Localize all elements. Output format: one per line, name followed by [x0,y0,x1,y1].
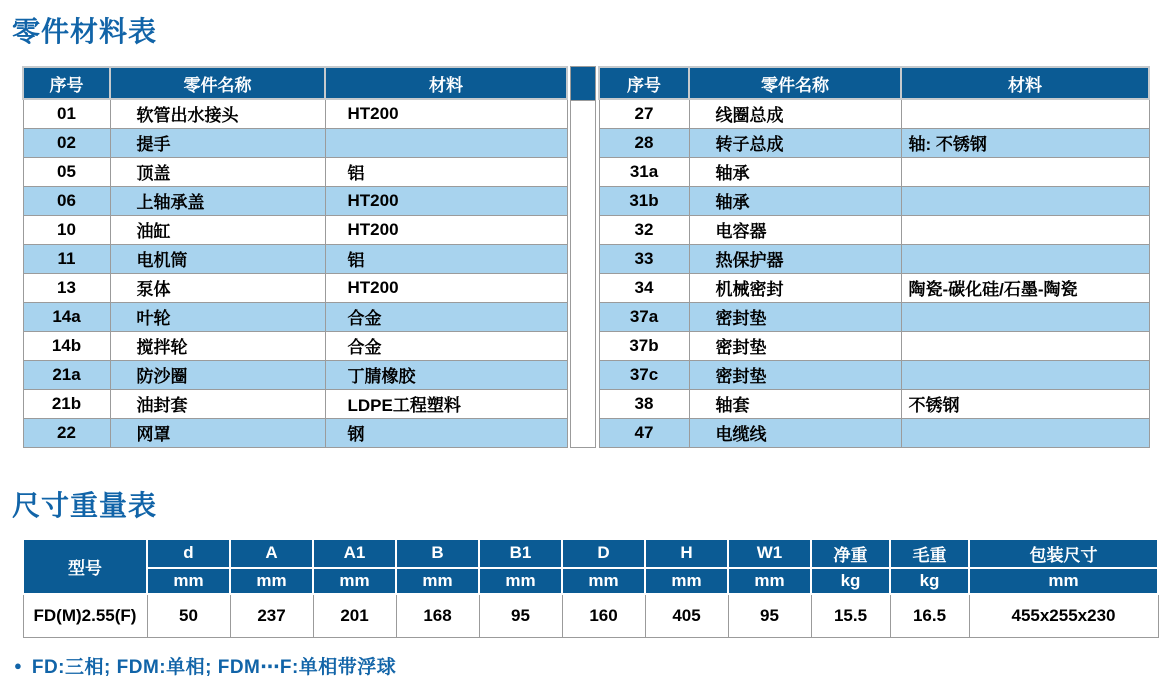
table-row [599,128,1149,157]
cell-no: 13 [23,273,110,302]
cell-material [901,244,1149,273]
cell-no: 34 [599,273,689,302]
dims-table-row [23,594,1158,638]
dims-header-labels-row [23,539,1158,568]
table-row [599,186,1149,215]
dims-cell-value: 50 [147,594,230,638]
dims-cell-value: 455x255x230 [969,594,1158,638]
cell-material [901,302,1149,331]
table-row [23,186,567,215]
cell-no: 37c [599,360,689,389]
footnote [14,652,1169,679]
table-row [599,215,1149,244]
table-row [599,273,1149,302]
cell-material: HT200 [325,273,567,302]
table-row [23,360,567,389]
cell-name: 密封垫 [689,360,901,389]
cell-name: 泵体 [110,273,325,302]
cell-name: 网罩 [110,418,325,447]
dims-cell-value: 16.5 [890,594,969,638]
dims-col-header-label: 净重 [811,539,890,568]
cell-name: 轴承 [689,157,901,186]
spacer-column [570,66,596,448]
dims-col-header-unit: mm [562,568,645,594]
dims-cell-value: 237 [230,594,313,638]
cell-material: 陶瓷-碳化硅/石墨-陶瓷 [901,273,1149,302]
cell-name: 密封垫 [689,302,901,331]
cell-no: 37b [599,331,689,360]
dims-cell-value: 95 [479,594,562,638]
bullet-icon: ● [14,658,22,673]
cell-name: 转子总成 [689,128,901,157]
parts-table-right [598,66,1150,448]
dims-cell-value: 168 [396,594,479,638]
dims-col-header-unit: mm [396,568,479,594]
dims-col-header-label: H [645,539,728,568]
dims-col-header-unit: mm [645,568,728,594]
parts-right-header-row [599,67,1149,99]
cell-material: 丁腈橡胶 [325,360,567,389]
cell-material: HT200 [325,99,567,128]
cell-material: 合金 [325,331,567,360]
cell-no: 11 [23,244,110,273]
cell-no: 31a [599,157,689,186]
table-row [23,128,567,157]
table-row [23,331,567,360]
cell-name: 油封套 [110,389,325,418]
dims-cell-value: 201 [313,594,396,638]
dims-cell-value: 405 [645,594,728,638]
cell-no: 21a [23,360,110,389]
cell-material: 钢 [325,418,567,447]
cell-name: 轴套 [689,389,901,418]
cell-name: 搅拌轮 [110,331,325,360]
parts-right-body [599,99,1149,447]
dims-cell-model: FD(M)2.55(F) [23,594,147,638]
cell-no: 02 [23,128,110,157]
cell-no: 14a [23,302,110,331]
cell-material [901,99,1149,128]
dims-col-header-unit: mm [728,568,811,594]
cell-no: 06 [23,186,110,215]
parts-left-header-row [23,67,567,99]
spacer-column-body [571,101,595,447]
cell-name: 轴承 [689,186,901,215]
cell-material: 铝 [325,244,567,273]
cell-no: 22 [23,418,110,447]
dims-col-header-label: A [230,539,313,568]
cell-material: HT200 [325,215,567,244]
cell-material [901,418,1149,447]
cell-material [901,331,1149,360]
dims-col-header-label: B1 [479,539,562,568]
cell-name: 热保护器 [689,244,901,273]
dims-header-units-row [23,568,1158,594]
table-row [599,157,1149,186]
cell-no: 28 [599,128,689,157]
dims-table [22,538,1159,639]
dims-cell-value: 95 [728,594,811,638]
dims-col-header-label: 毛重 [890,539,969,568]
cell-no: 01 [23,99,110,128]
cell-material: LDPE工程塑料 [325,389,567,418]
table-row [23,244,567,273]
table-row [599,302,1149,331]
col-header-name: 零件名称 [689,67,901,99]
col-header-no: 序号 [599,67,689,99]
cell-name: 上轴承盖 [110,186,325,215]
table-row [23,389,567,418]
cell-name: 电缆线 [689,418,901,447]
dims-col-header-label: W1 [728,539,811,568]
dims-col-header-label: d [147,539,230,568]
table-row [599,244,1149,273]
cell-no: 14b [23,331,110,360]
table-row [599,389,1149,418]
cell-material [901,360,1149,389]
col-header-no: 序号 [23,67,110,99]
parts-table-title: 零件材料表 [12,16,158,47]
cell-material [901,215,1149,244]
cell-no: 21b [23,389,110,418]
table-row [599,360,1149,389]
dims-cell-value: 15.5 [811,594,890,638]
cell-name: 密封垫 [689,331,901,360]
dims-col-header-unit: mm [969,568,1158,594]
cell-material [325,128,567,157]
cell-no: 33 [599,244,689,273]
table-row [599,99,1149,128]
table-row [599,418,1149,447]
col-header-name: 零件名称 [110,67,325,99]
cell-name: 防沙圈 [110,360,325,389]
cell-no: 47 [599,418,689,447]
parts-left-body [23,99,567,447]
cell-name: 机械密封 [689,273,901,302]
dims-col-header-unit: mm [313,568,396,594]
cell-no: 05 [23,157,110,186]
parts-tables-row [22,66,1150,448]
cell-name: 油缸 [110,215,325,244]
footnote-text: FD:三相; FDM:单相; FDM⋯F:单相带浮球 [31,657,397,678]
cell-name: 线圈总成 [689,99,901,128]
cell-material: 合金 [325,302,567,331]
table-row [599,331,1149,360]
cell-material: 轴: 不锈钢 [901,128,1149,157]
cell-material: 不锈钢 [901,389,1149,418]
table-row [23,157,567,186]
spacer-column-header [571,67,595,101]
dims-col-header-model: 型号 [23,539,147,594]
parts-table-left [22,66,568,448]
cell-name: 软管出水接头 [110,99,325,128]
col-header-material: 材料 [901,67,1149,99]
cell-material [901,186,1149,215]
cell-no: 37a [599,302,689,331]
dims-col-header-unit: kg [890,568,969,594]
table-row [23,418,567,447]
cell-material: HT200 [325,186,567,215]
col-header-material: 材料 [325,67,567,99]
dims-col-header-label: 包装尺寸 [969,539,1158,568]
dims-table-title: 尺寸重量表 [12,489,158,521]
cell-name: 叶轮 [110,302,325,331]
dims-col-header-unit: mm [147,568,230,594]
dims-col-header-label: D [562,539,645,568]
cell-no: 32 [599,215,689,244]
cell-no: 38 [599,389,689,418]
dims-cell-value: 160 [562,594,645,638]
cell-name: 顶盖 [110,157,325,186]
cell-name: 电容器 [689,215,901,244]
cell-name: 提手 [110,128,325,157]
cell-no: 27 [599,99,689,128]
cell-material [901,157,1149,186]
cell-no: 31b [599,186,689,215]
dims-col-header-label: B [396,539,479,568]
table-row [23,302,567,331]
cell-material: 铝 [325,157,567,186]
dims-col-header-label: A1 [313,539,396,568]
cell-name: 电机筒 [110,244,325,273]
dims-col-header-unit: kg [811,568,890,594]
table-row [23,215,567,244]
dims-col-header-unit: mm [230,568,313,594]
table-row [23,273,567,302]
cell-no: 10 [23,215,110,244]
dims-col-header-unit: mm [479,568,562,594]
table-row [23,99,567,128]
